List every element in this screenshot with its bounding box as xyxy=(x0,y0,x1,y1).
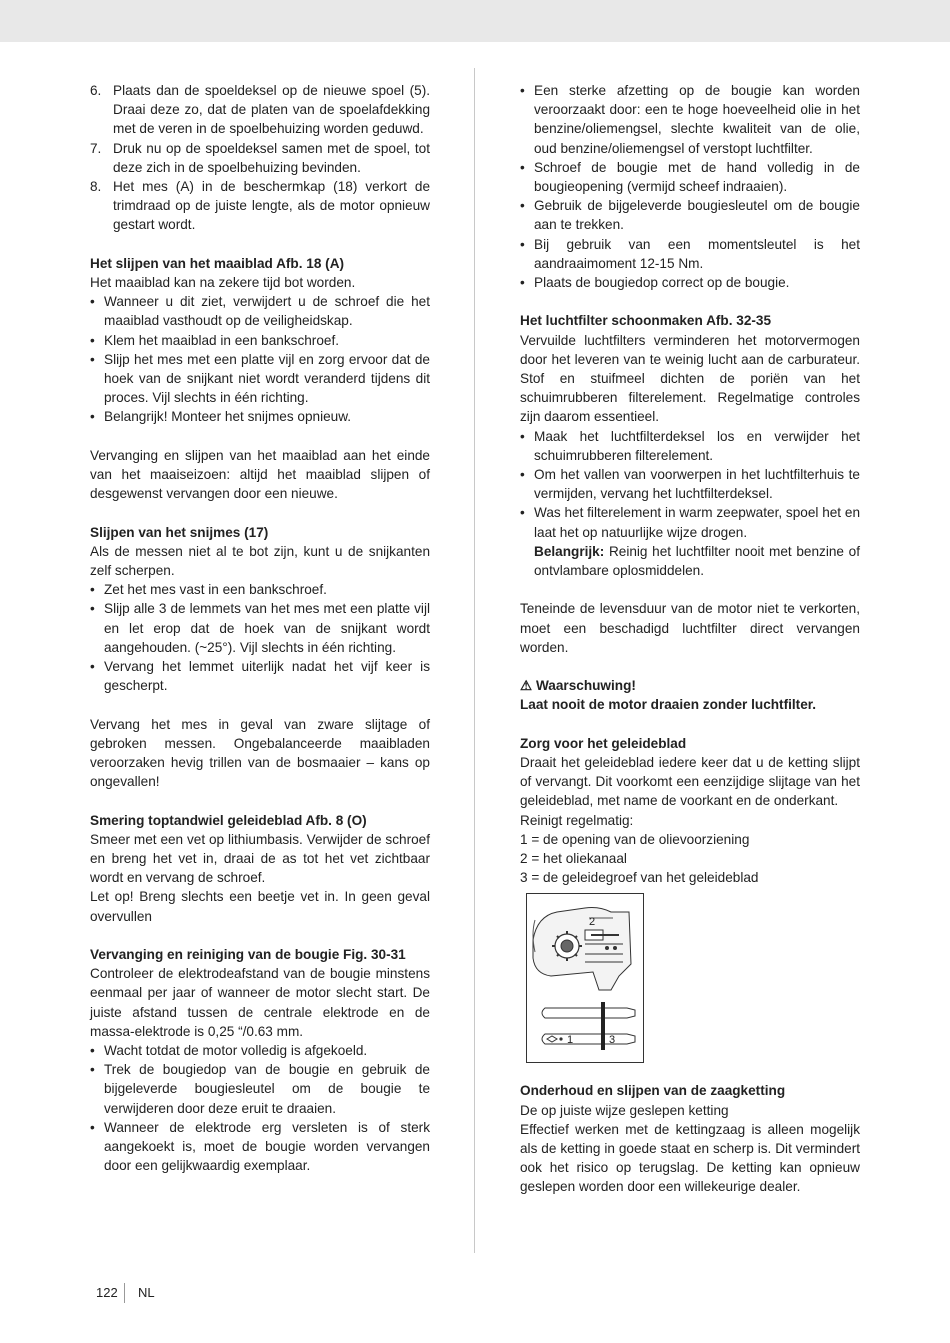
bullet-item: • Een sterke afzetting op de bougie kan worden veroorzaakt door: een te hoge hoeveelheid olie in het benzine/oliemengsel, slechte kwaliteit van de olie, oud benzine/oliemengsel of verstopt luchtfilter. xyxy=(520,81,860,158)
list-line: 2 = het oliekanaal xyxy=(520,851,627,867)
step-text: Het mes (A) in de beschermkap (18) verkort de trimdraad op de juiste lengte, als de motor opnieuw gestart wordt. xyxy=(113,179,430,233)
step-item xyxy=(90,81,430,139)
step-text: Plaats dan de spoeldeksel op de nieuwe spoel (5). Draai deze zo, dat de platen van de spoelafdekking met de veren in de spoelbehuizing worden geduwd. xyxy=(113,83,430,137)
guide-bar-illustration xyxy=(527,894,643,1062)
section-heading: Het slijpen van het maaiblad Afb. 18 (A) xyxy=(90,255,345,271)
right-column xyxy=(520,81,860,1197)
bullet-item: • Maak het luchtfilterdeksel los en verwijder het schuimrubberen filterelement. xyxy=(520,427,860,465)
step-number: 7. xyxy=(90,140,102,156)
section-heading: Smering toptandwiel geleideblad Afb. 8 (O) xyxy=(90,812,367,828)
bullet-item: • Wanneer de elektrode erg versleten is of sterk aangekoekt is, moet de bougie worden vervangen door een gelijkwaardig exemplaar. xyxy=(90,1118,430,1176)
step-item xyxy=(90,139,430,177)
warning-title: Waarschuwing! xyxy=(532,678,636,694)
list-line: 3 = de geleidegroef van het geleideblad xyxy=(520,870,759,886)
section-heading: Het luchtfilter schoonmaken Afb. 32-35 xyxy=(520,313,772,329)
bullet-item: • Vervang het lemmet uiterlijk nadat het vijf keer is gescherpt. xyxy=(90,657,430,695)
bullet-item: • Klem het maaiblad in een bankschroef. xyxy=(90,331,430,350)
paragraph: Draait het geleideblad iedere keer dat u de ketting slijpt of vervangt. Dit voorkomt een eenzijdige slijtage van het geleideblad, met name de voorkant en de onderkant. xyxy=(520,755,860,809)
bullet-item: • Slijp het mes met een platte vijl en zorg ervoor dat de hoek van de snijkant niet wordt veranderd tijdens dit proces. Vijl slechts in één richting. xyxy=(90,350,430,408)
section-heading: Onderhoud en slijpen van de zaagketting xyxy=(520,1083,786,1099)
step-number: 6. xyxy=(90,83,102,98)
column-divider xyxy=(474,68,475,1253)
left-column xyxy=(90,81,430,1175)
bullet-item: • Om het vallen van voorwerpen in het luchtfilterhuis te vermijden, vervang het luchtfilterdeksel. xyxy=(520,465,860,503)
language-code: NL xyxy=(138,1285,155,1300)
paragraph: Het maaiblad kan na zekere tijd bot worden. xyxy=(90,275,356,291)
section-heading: Slijpen van het snijmes (17) xyxy=(90,524,269,540)
important-label: Belangrijk: xyxy=(534,543,605,559)
paragraph: Vervang het mes in geval van zware slijtage of gebroken messen. Ongebalanceerde maaibladen veroorzaken hevig trillen van de bosmaaier – kans op ongevallen! xyxy=(90,716,430,790)
warning-icon: ⚠ xyxy=(520,678,533,694)
paragraph: Effectief werken met de kettingzaag is alleen mogelijk als de ketting in goede staat en scherp is. Dit vermindert ook het risico op terugslag. De ketting kan opnieuw geslepen worden door een willekeurige dealer. xyxy=(520,1121,860,1195)
important-note xyxy=(520,542,860,580)
warning-text: Laat nooit de motor draaien zonder luchtfilter. xyxy=(520,697,817,713)
paragraph: Vervanging en slijpen van het maaiblad aan het einde van het maaiseizoen: altijd het maaiblad slijpen of desgewenst vervangen door een nieuwe. xyxy=(90,447,430,502)
bullet-item: • Schroef de bougie met de hand volledig in de bougieopening (vermijd scheef indraaien). xyxy=(520,158,860,196)
page-number: 122 xyxy=(96,1285,118,1300)
paragraph: Controleer de elektrodeafstand van de bougie minstens eenmaal per jaar of wanneer de motor slecht start. De juiste afstand tussen de centrale elektrode en de massa-elektrode is 0,25 “/0.63 mm. xyxy=(90,966,430,1039)
paragraph: Teneinde de levensduur van de motor niet te verkorten, moet een beschadigd luchtfilter direct vervangen worden. xyxy=(520,601,860,655)
figure-label-3: 3 xyxy=(609,1034,616,1047)
paragraph: Vervuilde luchtfilters verminderen het motorvermogen door het leveren van te weinig lucht aan de carburateur. Stof en stuifmeel dichten de poriën van het schuimrubberen filterelement. Regelmatige controles zijn daarom essentieel. xyxy=(520,332,860,425)
bullet-item: • Wacht totdat de motor volledig is afgekoeld. xyxy=(90,1041,430,1060)
top-band xyxy=(0,0,950,42)
figure-label-2: 2 xyxy=(589,916,596,929)
bullet-item: • Wanneer u dit ziet, verwijdert u de schroef die het maaiblad vasthoudt op de veiligheidskap. xyxy=(90,292,430,330)
paragraph: Smeer met een vet op lithiumbasis. Verwijder de schroef en breng het vet in, draai de as tot het vet zichtbaar wordt en vervang de schroef. xyxy=(90,831,430,886)
list-line: Reinigt regelmatig: xyxy=(520,812,634,828)
bullet-item: • Trek de bougiedop van de bougie en gebruik de bijgeleverde bougiesleutel om de bougie te verwijderen door deze eruit te draaien. xyxy=(90,1060,430,1118)
step-number: 8. xyxy=(90,179,102,195)
step-text: Druk nu op de spoeldeksel samen met de spoel, tot deze zich in de spoelbehuizing bevinden. xyxy=(113,140,430,175)
footer-divider xyxy=(124,1283,125,1303)
list-line: 1 = de opening van de olievoorziening xyxy=(520,831,750,847)
bullet-item: • Belangrijk! Monteer het snijmes opnieuw. xyxy=(90,407,430,426)
step-item xyxy=(90,177,430,235)
bullet-item: • Bij gebruik van een momentsleutel is het aandraaimoment 12-15 Nm. xyxy=(520,235,860,273)
bullet-item: • Was het filterelement in warm zeepwater, spoel het en laat het op natuurlijke wijze drogen. xyxy=(520,503,860,541)
section-heading: Vervanging en reiniging van de bougie Fig. 30-31 xyxy=(90,947,406,963)
warning-heading xyxy=(520,676,860,695)
bullet-item: • Zet het mes vast in een bankschroef. xyxy=(90,580,430,599)
paragraph: Let op! Breng slechts een beetje vet in. In geen geval overvullen xyxy=(90,889,430,924)
paragraph: De op juiste wijze geslepen ketting xyxy=(520,1102,729,1118)
important-text: Reinig het luchtfilter nooit met benzine of ontvlambare oplosmiddelen. xyxy=(534,543,860,579)
figure-label-1: 1 xyxy=(567,1034,574,1047)
bullet-item: • Slijp alle 3 de lemmets van het mes met een platte vijl en let erop dat de hoek van de snijkant wordt aangehouden. (~25°). Vijl slechts in één richting. xyxy=(90,599,430,657)
section-heading: Zorg voor het geleideblad xyxy=(520,735,687,751)
bullet-item: • Plaats de bougiedop correct op de bougie. xyxy=(520,273,860,292)
guide-bar-figure xyxy=(526,893,644,1063)
bullet-item: • Gebruik de bijgeleverde bougiesleutel om de bougie aan te trekken. xyxy=(520,196,860,234)
paragraph: Als de messen niet al te bot zijn, kunt u de snijkanten zelf scherpen. xyxy=(90,543,430,579)
